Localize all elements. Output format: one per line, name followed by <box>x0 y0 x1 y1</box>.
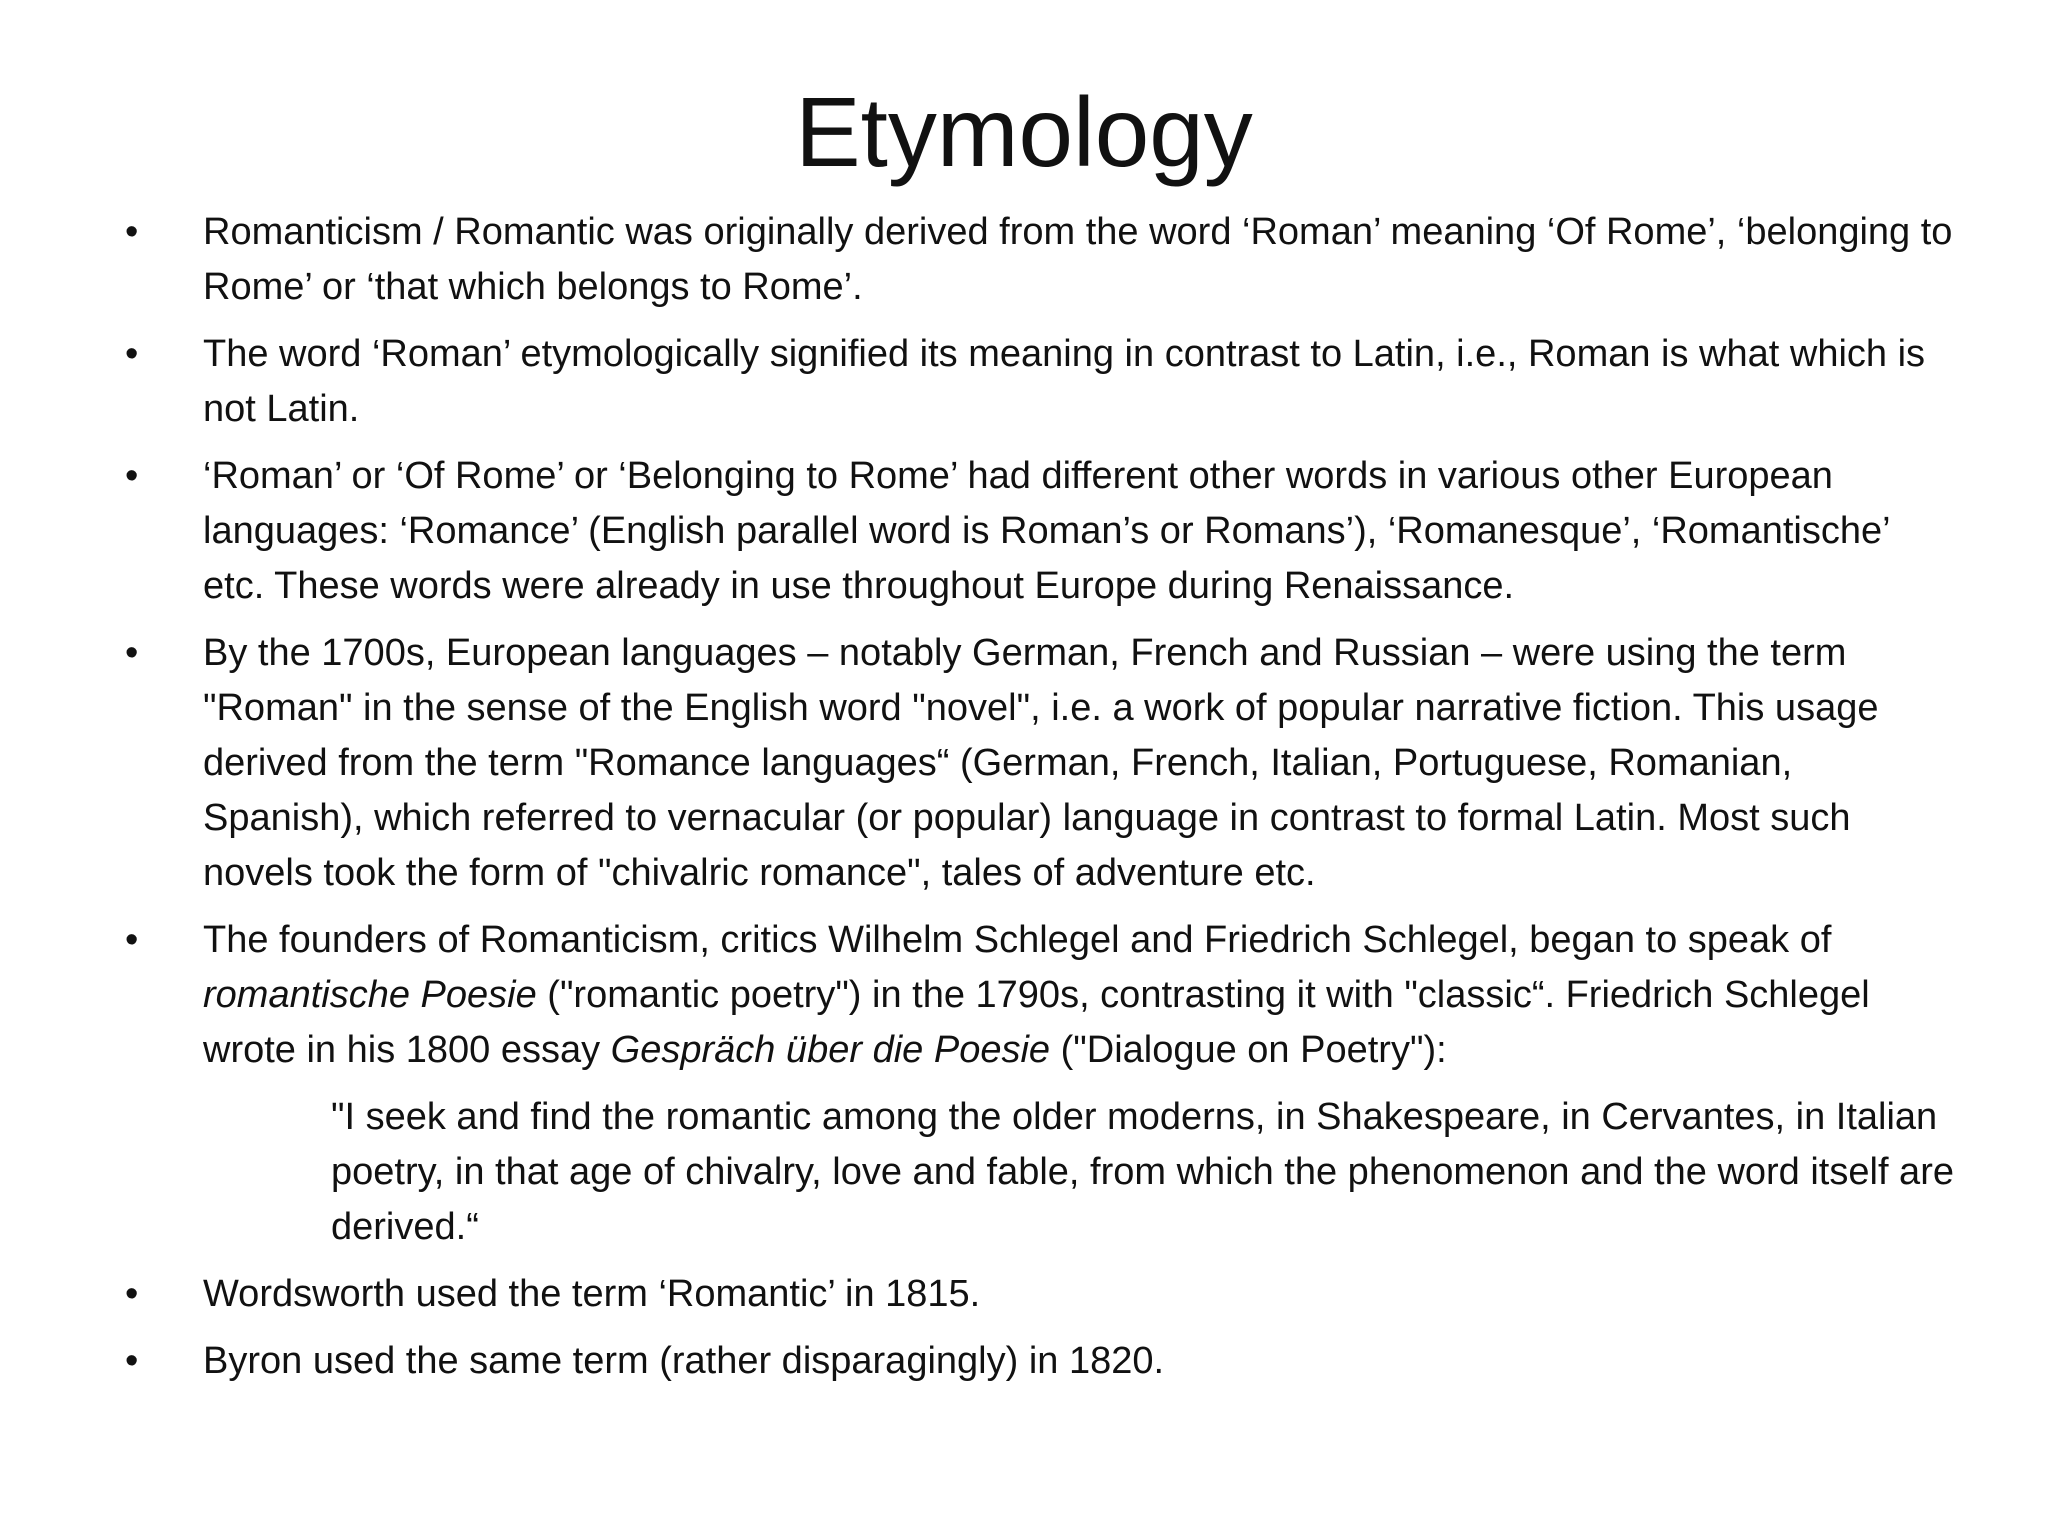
bullet-item-6 <box>125 1267 1955 1322</box>
quote-text: "I seek and find the romantic among the older moderns, in Shakespeare, in Cervantes, in Italian poetry, in that age of chivalry, love and fable, from which the phenomenon and the word itself are derived.“ <box>331 1096 1954 1248</box>
slide-title: Etymology <box>795 77 1253 187</box>
bullet-dot-icon: • <box>125 333 139 375</box>
bullet-dot-icon: • <box>125 919 139 961</box>
bullet-item-1 <box>125 205 1955 315</box>
bullet-text: Romanticism / Romantic was originally derived from the word ‘Roman’ meaning ‘Of Rome’, ‘belonging to Rome’ or ‘that which belongs to Rome’. <box>203 211 1953 308</box>
bullet-item-2 <box>125 327 1955 437</box>
block-quote <box>125 1090 1955 1255</box>
bullet-list <box>125 205 1955 1401</box>
italic-term-romantische-poesie: romantische Poesie <box>203 974 537 1016</box>
bullet-text-part: ("romantic poetry") in the 1790s, contrasting it with "classic“. Friedrich Schlegel wrote in his 1800 essay <box>203 974 1870 1071</box>
italic-term-essay-title: Gespräch über die Poesie <box>610 1029 1051 1071</box>
bullet-text: Byron used the same term (rather disparagingly) in 1820. <box>203 1340 1165 1382</box>
bullet-text: The word ‘Roman’ etymologically signified its meaning in contrast to Latin, i.e., Roman is what which is not Latin. <box>203 333 1926 430</box>
bullet-text: Wordsworth used the term ‘Romantic’ in 1815. <box>203 1273 981 1315</box>
bullet-item-4 <box>125 626 1955 901</box>
bullet-item-5 <box>125 913 1955 1078</box>
bullet-dot-icon: • <box>125 455 139 497</box>
bullet-dot-icon: • <box>125 632 139 674</box>
bullet-text-part: ("Dialogue on Poetry"): <box>1050 1029 1447 1071</box>
bullet-item-3 <box>125 449 1955 614</box>
bullet-text-part: The founders of Romanticism, critics Wilhelm Schlegel and Friedrich Schlegel, began to speak of <box>203 919 1832 961</box>
bullet-item-7 <box>125 1334 1955 1389</box>
bullet-text <box>203 919 1870 1071</box>
bullet-text: ‘Roman’ or ‘Of Rome’ or ‘Belonging to Rome’ had different other words in various other European languages: ‘Romance’ (English parallel word is Roman’s or Romans’), ‘Romanesque’, ‘Romantische’ etc. These words were already in use throughout Europe during Renaissance. <box>203 455 1890 607</box>
bullet-dot-icon: • <box>125 211 139 253</box>
bullet-dot-icon: • <box>125 1340 139 1382</box>
bullet-text: By the 1700s, European languages – notably German, French and Russian – were using the term "Roman" in the sense of the English word "novel", i.e. a work of popular narrative fiction. This usage derived from the term "Romance languages“ (German, French, Italian, Portuguese, Romanian, Spanish), which referred to vernacular (or popular) language in contrast to formal Latin. Most such novels took the form of "chivalric romance", tales of adventure etc. <box>203 632 1879 894</box>
bullet-dot-icon: • <box>125 1273 139 1315</box>
